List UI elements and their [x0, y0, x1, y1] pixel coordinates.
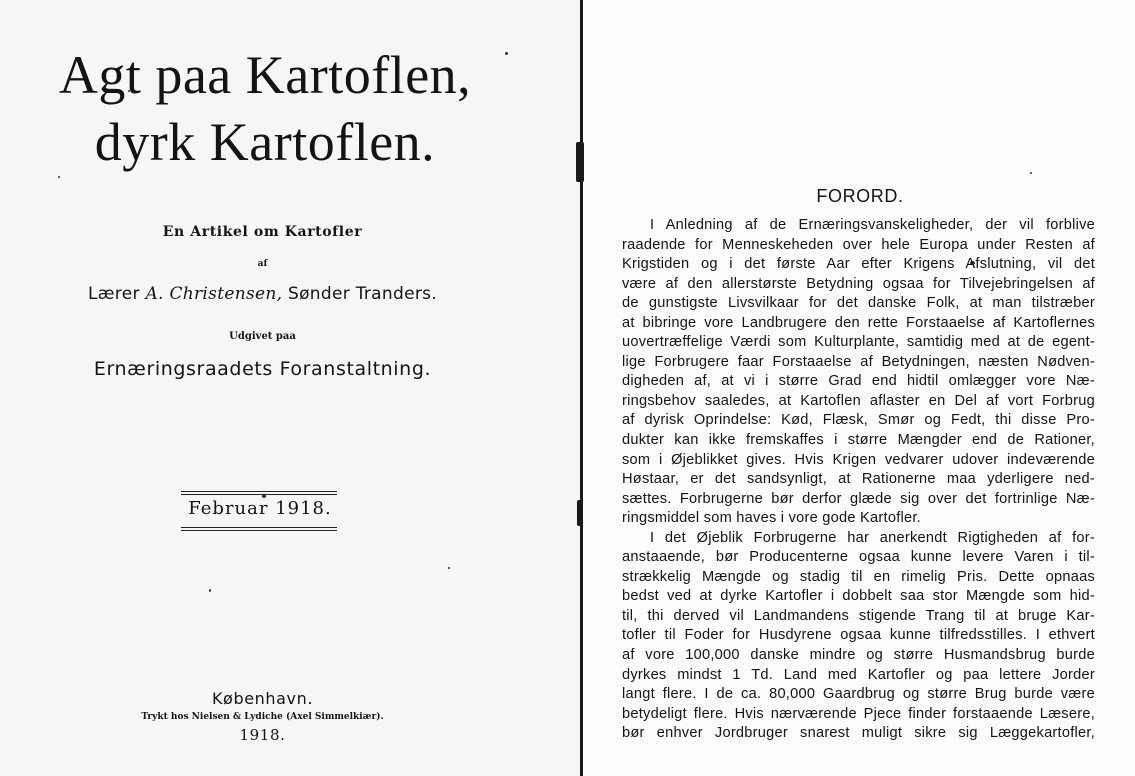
publication-date: Februar 1918. [188, 498, 332, 519]
text-line: bedst ved at dyrke Kartofler i dobbelt saa stor Mængde som hid- [622, 588, 1095, 605]
scan-speck [448, 567, 450, 569]
text-line: Høstaar, er det sandsynligt, at Rationerne maa yderligere ned- [622, 471, 1095, 488]
book-gutter [580, 0, 583, 776]
text-line: bør enhver Jordbruger snarest muligt sikre sig Læggekartofler, [622, 725, 1095, 742]
text-line: Krigstiden og i det første Aar efter Krigens Afslutning, vil det [622, 256, 1095, 273]
by-word: af [257, 259, 268, 269]
divider [181, 494, 337, 495]
text-line: som i Øjeblikket gives. Hvis Krigen vedvarer udover indeværende [622, 451, 1095, 468]
scan-speck [209, 589, 211, 592]
text-line: tofler til Foder for Husdyrene ogsaa kunne tilfredsstilles. I ethvert [622, 627, 1095, 644]
book-subtitle: En Artikel om Kartofler [162, 224, 363, 240]
text-line: lige Forbrugere faar Forstaaelse af Betydningen, næsten Nødven- [622, 353, 1095, 370]
author-place: Sønder Tranders. [288, 284, 437, 304]
text-line: være af den allerstørste Betydning ogsaa for Tilvejebringelsen af [622, 275, 1095, 292]
foreword-body [622, 216, 1095, 744]
text-line: I det Øjeblik Forbrugerne har anerkendt Rigtigheden af for- [650, 529, 1095, 546]
publication-year: 1918. [239, 726, 286, 744]
text-line: strækkelig Mængde og stadig til en rimelig Pris. Dette opnaas [622, 568, 1095, 585]
text-line: dyrkes mindst 1 Td. Land med Kartofler og paa lettere Jorder [622, 666, 1095, 683]
binding-mark [577, 500, 583, 526]
text-line: til, thi derved vil Landmandens stigende Trang til at bruge Kar- [622, 607, 1095, 624]
text-line: ringsmiddel som haves i vore gode Kartofler. [622, 510, 921, 527]
author-line [0, 284, 525, 304]
text-line: ringsbehov saaledes, at Kartoflen aflaster en Del af vort Forbrug [622, 392, 1095, 409]
text-line: af vore 100,000 danske mindre og større Husmandsbrug burde [622, 647, 1095, 664]
text-line: betydeligt flere. Hvis nærværende Pjece finder forstaaende Læsere, [622, 705, 1095, 722]
foreword-heading: FORORD. [816, 186, 904, 206]
book-title [0, 42, 530, 176]
text-line: af dyrisk Oprindelse: Kød, Flæsk, Smør og Fedt, thi disse Pro- [622, 412, 1095, 429]
text-line: I Anledning af de Ernæringsvanskeligheder, der vil forblive [650, 217, 1095, 233]
text-line: digheden af, at vi i større Grad end hidtil omlægger vore Næ- [622, 373, 1095, 390]
scan-speck [1030, 172, 1032, 174]
text-line: de gunstigste Livsvilkaar for det danske Folk, at man tilstræber [622, 295, 1095, 312]
text-line: langt flere. I de ca. 80,000 Gaardbrug og større Brug burde være [622, 686, 1095, 703]
text-line: at bibringe vore Landbrugere den rette Forstaaelse af Kartoflernes [622, 314, 1095, 331]
divider [181, 530, 337, 531]
binding-mark [576, 142, 584, 182]
published-by: Udgivet paa [229, 331, 296, 342]
divider [181, 527, 337, 528]
text-line: raadende for Menneskeheden over hele Europa under Resten af [622, 236, 1095, 253]
book-title-line: dyrk Kartoflen. [94, 112, 436, 172]
text-line: uovertræffelige Værdi som Kulturplante, samtidig med at de egent- [622, 334, 1095, 351]
text-line: sættes. Forbrugerne bør derfor glæde sig over det fortrinlige Næ- [622, 490, 1095, 507]
text-line: dukter kan ikke fremskaffes i større Mængder end de Rationer, [622, 432, 1095, 449]
text-line: anstaaende, bør Producenterne ogsaa kunne levere Varen i til- [622, 549, 1095, 566]
author-name: A. Christensen, [145, 284, 283, 304]
author-prefix: Lærer [88, 284, 140, 304]
book-title-line: Agt paa Kartoflen, [58, 45, 472, 105]
printer-line: Trykt hos Nielsen & Lydiche (Axel Simmelkiær). [141, 712, 384, 722]
divider [181, 491, 337, 492]
publication-city: København. [211, 689, 314, 708]
publisher-organization: Ernæringsraadets Foranstaltning. [93, 358, 432, 380]
scan-speck [58, 176, 60, 178]
